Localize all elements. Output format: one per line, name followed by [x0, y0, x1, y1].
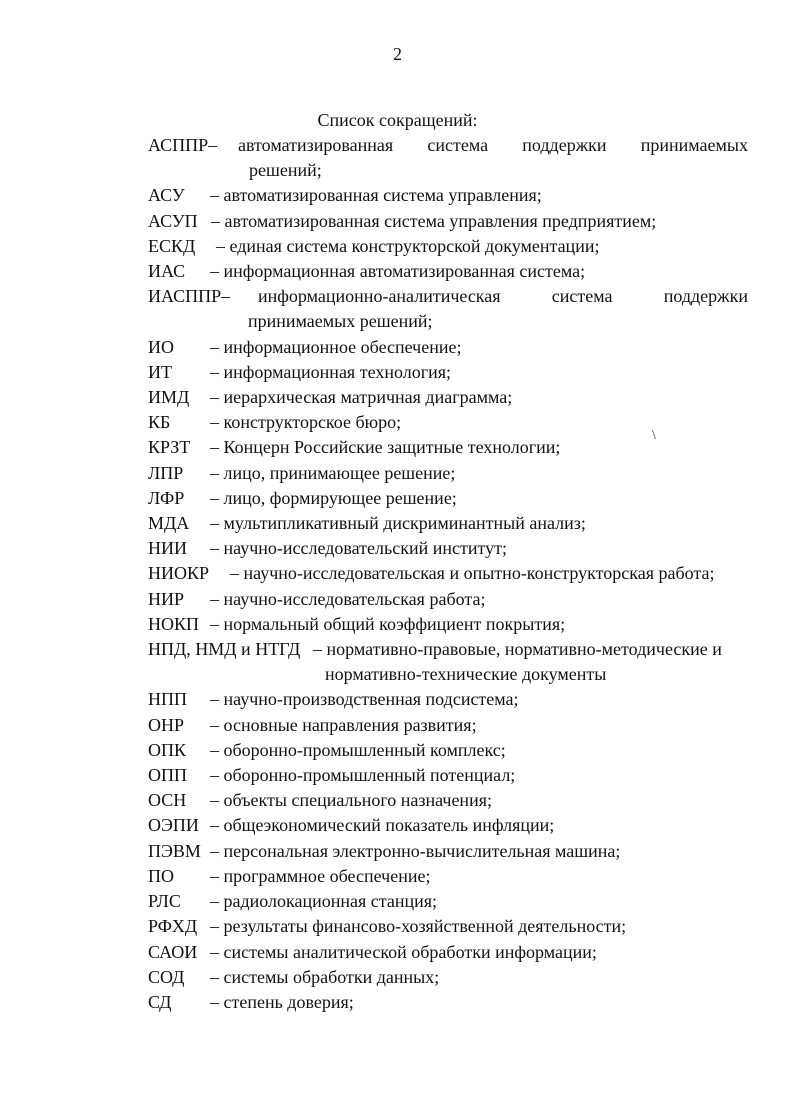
- abbreviation-code: СД: [148, 991, 172, 1012]
- abbreviation-definition: – программное обеспечение;: [210, 865, 431, 886]
- list-item: [148, 234, 748, 259]
- list-item: [148, 435, 748, 460]
- abbreviation-code: НПД, НМД и НТГД: [148, 639, 301, 660]
- list-item: [148, 687, 748, 712]
- abbreviation-definition: – радиолокационная станция;: [210, 891, 438, 912]
- abbreviation-code: ИМД: [148, 387, 190, 408]
- abbreviation-code: СОД: [148, 966, 185, 987]
- list-item: [148, 637, 748, 687]
- page-number: 2: [393, 44, 402, 64]
- list-item: [148, 763, 748, 788]
- abbreviation-code: РФХД: [148, 916, 198, 937]
- list-item: [148, 410, 748, 435]
- abbreviation-code: МДА: [148, 513, 190, 534]
- abbreviation-definition-continued: нормативно-технические документы: [325, 664, 607, 685]
- abbreviation-definition: – научно-исследовательская работа;: [210, 588, 486, 609]
- abbreviation-definition: – информационная автоматизированная система;: [210, 261, 586, 282]
- abbreviation-definition: – автоматизированная система управления предприятием;: [211, 210, 657, 231]
- abbreviation-code: ЛПР: [148, 462, 184, 483]
- list-item: [148, 259, 748, 284]
- abbreviation-definition: – информационная технология;: [210, 361, 452, 382]
- abbreviation-code: КРЗТ: [148, 437, 191, 458]
- abbreviation-definition: – мультипликативный дискриминантный анализ;: [210, 513, 586, 534]
- abbreviation-definition: – конструкторское бюро;: [210, 412, 402, 433]
- list-item: [148, 813, 748, 838]
- list-item: [148, 587, 748, 612]
- list-item: [148, 335, 748, 360]
- abbreviation-code: ИТ: [148, 361, 172, 382]
- abbreviation-definition: – персональная электронно-вычислительная машина;: [210, 840, 621, 861]
- list-item: [148, 284, 748, 334]
- abbreviation-definition: – единая система конструкторской документации;: [216, 235, 600, 256]
- list-item: [148, 738, 748, 763]
- list-item: [148, 990, 748, 1015]
- list-item: [148, 385, 748, 410]
- abbreviation-code: НПП: [148, 689, 187, 710]
- list-item: [148, 511, 748, 536]
- abbreviation-code: ОПК: [148, 739, 187, 760]
- abbreviation-definition: – нормальный общий коэффициент покрытия;: [210, 613, 566, 634]
- abbreviation-code: ИАС: [148, 261, 186, 282]
- abbreviation-definition: – научно-производственная подсистема;: [210, 689, 519, 710]
- abbreviation-code: АСУП: [148, 210, 198, 231]
- abbreviation-definition: – иерархическая матричная диаграмма;: [210, 387, 513, 408]
- abbreviation-code: АСППР–: [148, 135, 218, 155]
- abbreviation-code: ПЭВМ: [148, 840, 201, 861]
- stray-pen-mark: \: [652, 428, 656, 443]
- abbreviation-code: ОЭПИ: [148, 815, 199, 836]
- abbreviation-definition: – системы обработки данных;: [210, 966, 440, 987]
- abbreviation-code: НОКП: [148, 613, 200, 634]
- list-item: [148, 461, 748, 486]
- list-item: [148, 561, 748, 586]
- abbreviation-definition: – оборонно-промышленный потенциал;: [210, 765, 516, 786]
- abbreviation-code: КБ: [148, 412, 171, 433]
- abbreviation-definition: автоматизированная система поддержки принимаемых: [238, 135, 748, 155]
- list-item: [148, 612, 748, 637]
- abbreviation-definition: – основные направления развития;: [210, 714, 477, 735]
- abbreviation-definition: – лицо, формирующее решение;: [210, 487, 457, 508]
- list-item: [148, 965, 748, 990]
- abbreviation-definition: – нормативно-правовые, нормативно-методические и: [313, 639, 722, 660]
- abbreviation-definition: – научно-исследовательская и опытно-конструкторская работа;: [230, 563, 715, 584]
- list-item: [148, 864, 748, 889]
- list-item: [148, 486, 748, 511]
- abbreviation-definition: – общеэкономический показатель инфляции;: [210, 815, 555, 836]
- list-item: [148, 914, 748, 939]
- abbreviation-definition: – объекты специального назначения;: [210, 790, 492, 811]
- list-item: [148, 713, 748, 738]
- list-item: [148, 360, 748, 385]
- abbreviation-definition: – лицо, принимающее решение;: [210, 462, 456, 483]
- abbreviation-code: НИИ: [148, 538, 187, 559]
- abbreviation-definition: – автоматизированная система управления;: [210, 185, 542, 206]
- list-item: [148, 209, 748, 234]
- abbreviation-definition: – Концерн Российские защитные технологии;: [210, 437, 561, 458]
- abbreviation-definition: – научно-исследовательский институт;: [210, 538, 507, 559]
- list-item: [148, 133, 748, 183]
- abbreviation-definition-continued: принимаемых решений;: [248, 311, 433, 332]
- abbreviation-definition: – системы аналитической обработки информации;: [210, 941, 597, 962]
- abbreviation-code: ОПП: [148, 765, 187, 786]
- list-item: [148, 536, 748, 561]
- page-title: Список сокращений:: [317, 110, 478, 130]
- abbreviation-code: ЛФР: [148, 487, 185, 508]
- abbreviation-code: ИО: [148, 336, 174, 357]
- abbreviation-definition: – оборонно-промышленный комплекс;: [210, 739, 506, 760]
- abbreviation-code: АСУ: [148, 185, 185, 206]
- abbreviation-definition: – информационное обеспечение;: [210, 336, 462, 357]
- list-item: [148, 889, 748, 914]
- list-item: [148, 788, 748, 813]
- abbreviation-code: ПО: [148, 865, 174, 886]
- abbreviation-definition: информационно-аналитическая система поддержки: [258, 286, 748, 307]
- list-item: [148, 940, 748, 965]
- abbreviation-code: ИАСППР–: [148, 286, 231, 307]
- list-item: [148, 183, 748, 208]
- abbreviation-list: [148, 133, 748, 1015]
- abbreviation-code: ЕСКД: [148, 235, 196, 256]
- abbreviation-definition-continued: решений;: [249, 160, 322, 181]
- list-item: [148, 839, 748, 864]
- abbreviation-definition: – результаты финансово-хозяйственной деятельности;: [210, 916, 627, 937]
- abbreviation-code: НИОКР: [148, 563, 210, 584]
- abbreviation-code: РЛС: [148, 891, 181, 912]
- abbreviation-code: НИР: [148, 588, 185, 609]
- abbreviation-code: ОСН: [148, 790, 187, 811]
- abbreviation-code: САОИ: [148, 941, 198, 962]
- abbreviation-definition: – степень доверия;: [210, 991, 354, 1012]
- abbreviation-code: ОНР: [148, 714, 185, 735]
